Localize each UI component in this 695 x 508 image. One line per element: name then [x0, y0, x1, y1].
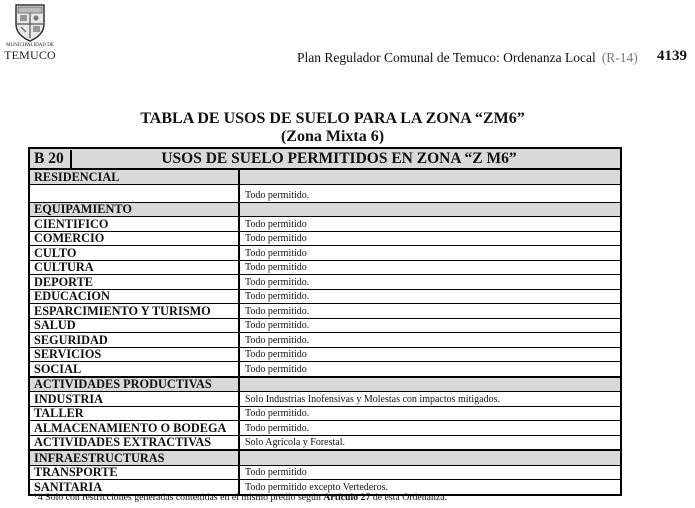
table-header-row [29, 148, 621, 169]
document-code: (R-14) [601, 50, 638, 65]
category-label: RESIDENCIAL [29, 169, 239, 184]
use-label: SEGURIDAD [29, 333, 239, 348]
use-rule: Todo permitido excepto Vertederos. [239, 480, 621, 495]
use-label: CIENTIFICO [29, 217, 239, 232]
use-rule: Todo permitido [239, 246, 621, 261]
category-empty-cell [239, 450, 621, 465]
table-row [29, 304, 621, 319]
table-row [29, 465, 621, 480]
coat-of-arms-icon [13, 2, 47, 42]
table-code: B 20 [30, 150, 72, 168]
use-label: SALUD [29, 318, 239, 333]
table-row [29, 217, 621, 232]
table-row [29, 392, 621, 407]
table-row [29, 289, 621, 304]
table-row [29, 406, 621, 421]
use-rule: Solo Industrias Inofensivas y Molestas con impactos mitigados. [239, 392, 621, 407]
use-rule: Todo permitido. [239, 184, 621, 202]
use-rule: Todo permitido. [239, 289, 621, 304]
category-empty-cell [239, 169, 621, 184]
table-header-cell [29, 148, 621, 169]
use-label: COMERCIO [29, 231, 239, 246]
use-label: INDUSTRIA [29, 392, 239, 407]
table-subtitle: (Zona Mixta 6) [280, 128, 385, 145]
table-heading: USOS DE SUELO PERMITIDOS EN ZONA “Z M6” [161, 149, 517, 167]
use-label: ACTIVIDADES EXTRACTIVAS [29, 435, 239, 450]
footnote-prefix: *4 Solo con restricciones generadas contenidas en el mismo predio según [33, 492, 324, 503]
use-label: DEPORTE [29, 275, 239, 290]
use-label: ALMACENAMIENTO O BODEGA [29, 421, 239, 436]
table-row [29, 275, 621, 290]
table-row [29, 347, 621, 362]
table-row [29, 435, 621, 450]
use-label: CULTURA [29, 260, 239, 275]
footnote [33, 492, 447, 503]
use-label [29, 184, 239, 202]
table-row [29, 260, 621, 275]
table-row [29, 246, 621, 261]
document-title: Plan Regulador Comunal de Temuco: Ordenanza Local [297, 50, 596, 65]
table-row [29, 231, 621, 246]
use-rule: Todo permitido [239, 231, 621, 246]
table-row [29, 184, 621, 202]
use-label: CULTO [29, 246, 239, 261]
running-header [297, 50, 638, 66]
use-rule: Todo permitido. [239, 333, 621, 348]
use-label: TRANSPORTE [29, 465, 239, 480]
use-rule: Todo permitido. [239, 275, 621, 290]
use-label: SANITARIA [29, 480, 239, 495]
table-row [29, 362, 621, 377]
use-label: SERVICIOS [29, 347, 239, 362]
category-row [29, 202, 621, 217]
category-label: EQUIPAMIENTO [29, 202, 239, 217]
use-rule: Todo permitido [239, 465, 621, 480]
use-rule: Todo permitido [239, 347, 621, 362]
table-row [29, 421, 621, 436]
use-label: EDUCACION [29, 289, 239, 304]
category-label: ACTIVIDADES PRODUCTIVAS [29, 377, 239, 392]
page-number: 4139 [657, 48, 687, 64]
use-rule: Todo permitido. [239, 406, 621, 421]
use-rule: Todo permitido [239, 362, 621, 377]
category-row [29, 450, 621, 465]
use-rule: Todo permitido. [239, 421, 621, 436]
use-rule: Todo permitido. [239, 304, 621, 319]
land-use-table [28, 147, 622, 496]
table-row [29, 318, 621, 333]
use-rule: Todo permitido [239, 260, 621, 275]
use-rule: Todo permitido [239, 217, 621, 232]
footnote-article: Artículo 27 [323, 492, 371, 503]
category-label: INFRAESTRUCTURAS [29, 450, 239, 465]
table-title: TABLA DE USOS DE SUELO PARA LA ZONA “ZM6” [140, 110, 525, 127]
use-label: TALLER [29, 406, 239, 421]
logo-municipality-text: MUNICIPALIDAD DE [6, 43, 54, 48]
use-label: SOCIAL [29, 362, 239, 377]
use-rule: Solo Agrícola y Forestal. [239, 435, 621, 450]
category-empty-cell [239, 377, 621, 392]
table-row [29, 333, 621, 348]
use-rule: Todo permitido. [239, 318, 621, 333]
category-empty-cell [239, 202, 621, 217]
category-row [29, 377, 621, 392]
logo-city-text: TEMUCO [4, 48, 56, 62]
footnote-suffix: de esta Ordenanza. [370, 492, 448, 503]
use-label: ESPARCIMIENTO Y TURISMO [29, 304, 239, 319]
category-row [29, 169, 621, 184]
municipality-logo [4, 2, 56, 64]
